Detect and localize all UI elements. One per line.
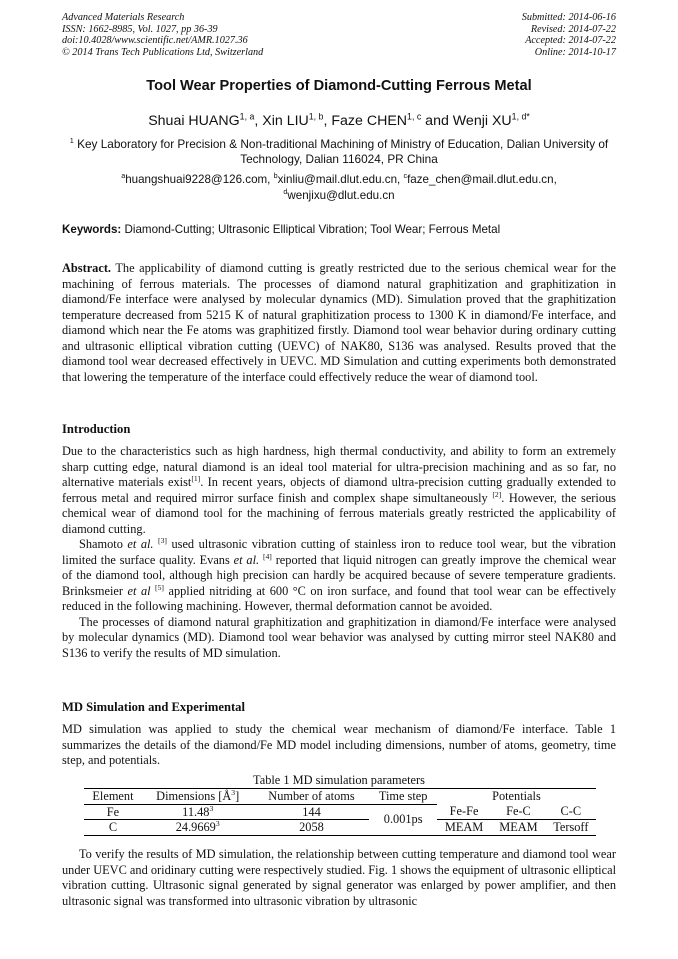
md-paragraph: MD simulation was applied to study the chemical wear mechanism of diamond/Fe interface. Table 1 summarizes the details of the diamond/Fe MD model including dimensions, number of atoms, geometry, time step, and potentials. [62,722,616,767]
table-cell: Tersoff [546,820,596,836]
introduction-body [62,444,616,661]
author-name: Shuai HUANG [148,113,240,129]
email-mark: c [403,171,408,181]
table-cell: 0.001ps [369,804,436,835]
affil-mark: 1 [69,136,74,146]
author-affil-mark: 1, a [239,111,255,122]
keywords [62,223,616,236]
section-heading-md: MD Simulation and Experimental [62,700,245,714]
online-date: Online: 2014-10-17 [534,46,616,58]
issn-line: ISSN: 1662-8985, Vol. 1027, pp 36-39 [62,23,218,35]
keywords-text: Diamond-Cutting; Ultrasonic Elliptical Vibration; Tool Wear; Ferrous Metal [124,223,501,236]
dates-header [522,12,616,58]
doi-line[interactable]: doi:10.4028/www.scientific.net/AMR.1027.36 [62,35,248,47]
paragraph: The processes of diamond natural graphitization and graphitization in diamond/Fe interface were analysed by molecular dynamics (MD). Diamond tool wear behavior was analysed by cutting mirror steel NAK80 and S136 to verify the results of MD simulation. [62,614,616,660]
abstract-text: The applicability of diamond cutting is greatly restricted due to the serious chemical wear for the machining of ferrous materials. The processes of diamond natural graphitization and graphitization in diamond/Fe interface were analysed by molecular dynamics (MD). Simulation proved that the graphitization temperature decreased from 5215 K of natural graphitization process to 1300 K in diamond/Fe interface, and diamond which near the Fe atoms was graphitized firstly. Diamond tool wear behavior during ordinary cutting and ultrasonic elliptical vibration cutting (UEVC) of NAK80, S136 was analysed. Results proved that the diamond tool wear decreased effectively in UEVC. MD Simulation and cutting experiments both demonstrated that lowering the temperature of the interface could effectively reduce the wear of diamond tool. [62,261,616,384]
section-heading-introduction: Introduction [62,422,131,436]
col-header: Number of atoms [254,789,370,805]
table-cell: MEAM [437,820,491,836]
md-parameters-table [84,788,596,836]
author-name: Faze CHEN [331,113,408,129]
keywords-label: Keywords: [62,223,122,236]
citation[interactable]: [4] [262,551,272,561]
author-affil-mark: 1, c [407,111,422,122]
col-header: Dimensions $[Å^3]$ [142,789,254,805]
paragraph: Shamoto et al. [3] used ultrasonic vibration cutting of stainless iron to reduce tool wear, but the vibration limited the surface quality. Evans et al. [4] reported that liquid nitrogen can greatly improve the chemical wear of the diamond tool, although high precision can hardly be acquired because of severe temperature gradients. Brinksmeier et al [5] applied nitriding at 600 °C on iron surface, and found that tool wear can be effectively reduced in the following machining. However, thermal deformation cannot be avoided. [62,535,617,613]
table-caption: Table 1 MD simulation parameters [253,773,425,787]
table-cell: MEAM [491,820,545,836]
paragraph: Due to the characteristics such as high hardness, high thermal conductivity, and ability to form an extremely sharp cutting edge, natural diamond is an ideal tool material for ultra-precision machining and as so far, no alternative materials exist[1]. In recent years, objects of diamond ultra-precision cutting gradually extended to ferrous metal and required mirror surface finish and complex shape simultaneously [2]. However, the serious chemical wear of diamond tool for the machining of ferrous materials greatly restricted the applicability of diamond cutting. [62,444,616,536]
accepted-date: Accepted: 2014-07-22 [525,35,616,47]
table-cell: 24.9669$^3$ [142,820,254,836]
citation[interactable]: [5] [155,582,164,592]
affil-text: Key Laboratory for Precision & Non-traditional Machining of Ministry of Education, Dalian University of Technology, Dalian 116024, PR China [77,137,609,166]
author-list: Shuai HUANG$^{1, a}$, Xin LIU$^{1, b}$, Faze CHEN$^{1, c}$ and Wenji $XU^{1, d*}$ [148,111,530,129]
journal-name: Advanced Materials Research [62,12,185,23]
submitted-date: Submitted: 2014-06-16 [521,12,616,23]
author-emails: $^a$huangshuai9228@126.com, $^b$xinliu@mail.dlut.edu.cn, $^c$faze_chen@mail.dlut.edu.cn, $^d$wenjixu@dlut.edu.cn [121,171,557,202]
author-name: Wenji XU [452,113,512,129]
email-mark: b [273,171,278,181]
table-cell: C-C [546,804,596,820]
email-link[interactable]: huangshuai9228@126.com [125,173,268,186]
email-link[interactable]: xinliu@mail.dlut.edu.cn [277,173,398,186]
table-cell: Fe [84,804,142,820]
table-cell: 11.48$^3$ [142,804,254,820]
citation[interactable]: [1] [191,473,201,483]
email-mark: d [283,187,288,197]
md-paragraph: To verify the results of MD simulation, the relationship between cutting temperature and diamond tool wear under UEVC and oridinary cutting were respectively studied. Fig. 1 shows the equipment of ultrasonic elliptical vibration cutting. Ultrasonic signal generated by signal generator was enlarged by power amplifier, and then ultrasonic signal was transformed into ultrasonic vibration by ultrasonic [62,847,616,908]
author-affil-mark: 1, b [308,111,324,122]
citation[interactable]: [3] [158,535,167,545]
affiliation [62,137,616,167]
citation[interactable]: [2] [492,489,502,499]
email-link[interactable]: wenjixu@dlut.edu.cn [287,189,395,202]
table-cell: C [84,820,142,836]
table-cell: 144 [254,804,370,820]
col-header: Time step [369,789,436,805]
journal-header [62,12,263,58]
table-cell: Fe-Fe [437,804,491,820]
col-header: Potentials [437,789,596,805]
paper-title: Tool Wear Properties of Diamond-Cutting Ferrous Metal [146,78,532,94]
table-cell: Fe-C [491,804,545,820]
table-cell: 2058 [254,820,370,836]
revised-date: Revised: 2014-07-22 [530,23,616,35]
abstract [62,261,616,385]
abstract-label: Abstract. [62,261,112,275]
email-link[interactable]: faze_chen@mail.dlut.edu.cn [407,173,554,186]
email-mark: a [121,171,126,181]
col-header: Element [84,789,142,805]
copyright-line: © 2014 Trans Tech Publications Ltd, Switzerland [62,46,264,58]
author-name: Xin LIU [262,113,309,129]
author-affil-mark: 1, d* [511,111,530,122]
